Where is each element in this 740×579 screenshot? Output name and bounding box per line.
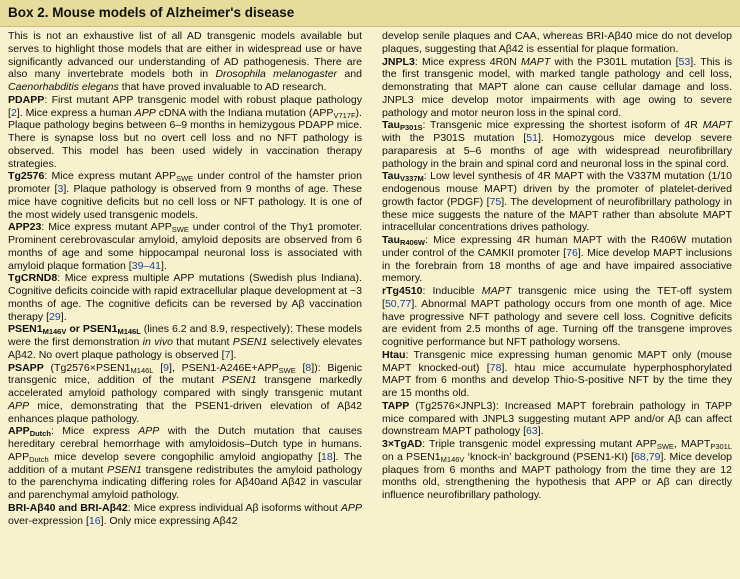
title-bar xyxy=(0,0,740,27)
text-run: 3×TgAD xyxy=(382,438,423,450)
text-run: Dutch xyxy=(29,454,49,464)
text-run: (Tg2576×PSEN1 xyxy=(43,361,131,374)
paragraph xyxy=(8,502,362,528)
text-run: PSEN1 xyxy=(107,463,142,476)
paragraph xyxy=(8,323,362,361)
paragraph xyxy=(8,362,362,426)
text-run: ]): Bigenic transgenic mice, addition of the mutant xyxy=(8,361,362,387)
text-run: : Mice express mutant APP xyxy=(41,221,172,234)
citation-link[interactable]: 50,77 xyxy=(384,297,412,310)
text-run: ]. xyxy=(537,425,544,438)
text-run: with the P301L mutation [ xyxy=(550,55,679,68)
citation-link[interactable]: 8 xyxy=(305,361,312,374)
text-run: mice develop severe congophilic amyloid angiopathy [ xyxy=(48,450,322,463)
text-run: PDAPP xyxy=(8,93,45,106)
paragraph xyxy=(382,119,732,170)
text-run: develop senile plaques and CAA, whereas BRI-Aβ40 mice do not develop plaques, suggesting that Aβ42 is essential for plaque formation. xyxy=(382,30,732,55)
text-run: ]. xyxy=(161,259,167,272)
text-run: ]. Mice express a human xyxy=(16,106,135,119)
text-run: PSEN1 xyxy=(8,323,43,336)
citation-link[interactable]: 7 xyxy=(224,348,231,361)
text-run: in vivo xyxy=(142,336,173,348)
text-run: : Mice express individual Aβ isoforms without xyxy=(127,501,341,514)
citation-link[interactable]: 51 xyxy=(526,132,538,144)
text-run: on a PSEN1 xyxy=(382,450,441,463)
citation-link[interactable]: 68,79 xyxy=(634,450,661,463)
text-run: APP xyxy=(8,425,30,438)
text-run: PSAPP xyxy=(8,361,44,374)
text-run: that mutant xyxy=(172,336,233,348)
text-run: MAPT xyxy=(481,285,512,297)
text-run: ]. Abnormal MAPT pathology occurs from one month of age. Mice have progressive NFT pathology and severe cell loss. Cognitive deficits are evident from 2.5 months of age. Turning off the transgene improves cognitive performance but NFT pathology worsens. xyxy=(382,297,732,348)
text-run: transgene markedly accelerated amyloid pathology compared with singly transgenic mutant xyxy=(8,374,362,399)
text-run: Tg2576 xyxy=(8,170,45,183)
text-run: : Mice express multiple APP mutations (Swedish plus Indiana). Cognitive deficits coincide with rapid extracellular plaque development at ~3 months of age. The cognitive deficits can be reversed by Aβ vaccination therapy [ xyxy=(8,272,362,323)
text-run: or PSEN1 xyxy=(66,323,118,336)
citation-link[interactable]: 9 xyxy=(163,361,170,374)
paragraph xyxy=(8,170,362,221)
text-run: ]. The addition of a mutant xyxy=(8,450,362,476)
text-run: (Tg2576×JNPL3): Increased MAPT forebrain pathology in TAPP mice compared with JNPL3 suggesting mutant APP and/or Aβ can affect downstream MAPT pathology [ xyxy=(382,399,732,438)
text-run: : Inducible xyxy=(422,285,482,297)
text-run: ]. xyxy=(60,310,67,323)
text-run: Dutch xyxy=(29,429,51,439)
right-column xyxy=(382,30,732,502)
paragraph xyxy=(382,170,732,234)
paragraph xyxy=(382,234,732,285)
citation-link[interactable]: 39–41 xyxy=(131,259,162,272)
text-run: Tau xyxy=(382,234,400,246)
text-run: : Mice express 4R0N xyxy=(414,55,521,68)
text-run: with the P301S mutation [ xyxy=(382,132,527,144)
paragraph xyxy=(8,30,362,94)
text-run: MAPT xyxy=(520,55,551,68)
text-run: APP23 xyxy=(8,221,42,234)
citation-link[interactable]: 75 xyxy=(489,195,502,208)
text-run: ]. The development of neurofibrillary pathology in these mice suggests the nature of the MAPT rather than absolute MAPT intracellular concentrations drives pathology. xyxy=(382,195,732,234)
text-run: TAPP xyxy=(382,399,410,412)
paragraph xyxy=(382,285,732,349)
paragraph xyxy=(382,30,732,56)
text-run: P301S xyxy=(399,123,423,133)
citation-link[interactable]: 3 xyxy=(57,183,64,195)
text-run: ]. This is the first transgenic model, with marked tangle pathology and cell loss, demonstrating that MAPT alone can cause cellular damage and loss. JNPL3 mice develop motor impairments with age owing to severe pathology and motor neuron loss in the spinal cord. xyxy=(382,55,733,119)
text-run: SWE xyxy=(278,365,296,375)
text-run: : Transgenic mice expressing human genomic MAPT only (mouse MAPT knocked-out) [ xyxy=(382,348,732,374)
paragraph xyxy=(8,425,362,502)
text-run: rTg4510 xyxy=(382,285,423,297)
text-run: ]. htau mice accumulate hyperphosphorylated MAPT from 6 months and develop Thio-S-positive NFT by the time they are 15 months old. xyxy=(382,361,732,399)
text-run: over-expression [ xyxy=(8,514,89,527)
text-run: : Transgenic mice expressing the shortest isoform of 4R xyxy=(422,119,703,132)
text-run: : First mutant APP transgenic model with robust plaque pathology [ xyxy=(8,93,362,119)
paragraph xyxy=(382,56,732,120)
text-run: Caenorhabditis elegans xyxy=(8,81,119,93)
paragraph xyxy=(382,349,732,400)
text-run: under control of the hamster prion promoter [ xyxy=(8,170,362,195)
text-run: P301L xyxy=(710,442,732,451)
text-run: ]. Homozygous mice develop severe paraparesis at 5–6 months of age with widespread neurofibrillary pathology in the brain and spinal cord and neuronal loss in the spinal cord. xyxy=(382,132,732,170)
citation-link[interactable]: 16 xyxy=(88,514,101,527)
text-run: M146V xyxy=(42,327,67,337)
paragraph xyxy=(8,221,362,272)
text-run: : Mice express mutant APP xyxy=(44,170,177,183)
text-run: M146L xyxy=(117,327,141,337)
text-run: Tau xyxy=(382,170,400,183)
text-run: TgCRND8 xyxy=(8,272,58,285)
text-run: APP xyxy=(134,106,156,119)
text-run: with the Dutch mutation that causes hereditary cerebral hemorrhage with amyloidosis–Dutch type in humans. APP xyxy=(8,425,363,463)
paragraph xyxy=(8,94,362,171)
text-run: ]. Mice develop plaques from 6 months and MAPT pathology from the time they are 12 months old, strengthening the hypothesis that APP or Aβ can directly influence neurofibrillary pathology. xyxy=(382,450,733,501)
text-run: JNPL3 xyxy=(382,55,415,68)
text-run: [ xyxy=(295,361,306,374)
text-run: APP xyxy=(340,501,362,514)
text-run: and xyxy=(337,68,362,81)
text-run: Tau xyxy=(382,119,400,132)
text-run: : Mice expressing 4R human MAPT with the R406W mutation under control of the CAMKII promoter [ xyxy=(382,234,732,259)
paragraph xyxy=(382,438,732,502)
text-run: (lines 6.2 and 8.9, respectively): These models were the first demonstration xyxy=(8,323,362,348)
text-run: ]. Mice develop MAPT inclusions in the forebrain from 18 months of age and have impaired associative memory. xyxy=(382,246,733,285)
text-run: : Low level synthesis of 4R MAPT with the V337M mutation (1/10 endogenous mouse MAPT) driven by the promoter of platelet-derived growth factor (PDGF) [ xyxy=(382,170,732,208)
text-run: that have proved invaluable to AD research. xyxy=(118,81,327,93)
text-run: SWE xyxy=(656,442,674,451)
text-run: V337M xyxy=(399,174,424,184)
text-run: selectively elevates Aβ42. No overt plaque pathology is observed [ xyxy=(8,336,362,361)
citation-link[interactable]: 78 xyxy=(489,361,502,374)
text-run: cDNA with the Indiana mutation (APP xyxy=(155,106,334,119)
text-run: [ xyxy=(153,361,164,374)
text-run: APP xyxy=(138,425,160,438)
text-run: ). Plaque pathology begins between 6–9 months in hemizygous PDAPP mice. There is synapse loss but no overt cell loss and no NFT pathology is observed. This model has been used widely in vaccination therapy strategies. xyxy=(8,106,362,170)
citation-link[interactable]: 2 xyxy=(10,106,17,119)
paragraph xyxy=(8,272,362,323)
text-run: APP xyxy=(8,399,30,412)
text-run: MAPT xyxy=(702,119,732,132)
text-run: ]. Only mice expressing Aβ42 xyxy=(100,514,238,527)
text-run: R406W xyxy=(399,238,425,247)
text-run: Drosophila melanogaster xyxy=(215,68,338,81)
text-run: PSEN1 xyxy=(232,336,268,348)
text-run: ], PSEN1-A246E+APP xyxy=(169,361,279,374)
text-run: M146V xyxy=(440,454,465,464)
text-run: BRI-Aβ40 and BRI-Aβ42 xyxy=(8,501,128,514)
text-run: This is not an exhaustive list of all AD transgenic models available but serves to highlight those models that are either in widespread use or have significantly advanced our understanding of AD pathogenesis. There are also many invertebrate models both in xyxy=(8,30,362,81)
text-run: ]. Plaque pathology is observed from 9 months of age. These mice have cognitive deficits but no cell loss or NFT pathology. It is one of the most widely used transgenic models. xyxy=(8,183,362,221)
text-run: SWE xyxy=(171,225,189,235)
text-run: M146L xyxy=(130,365,154,375)
left-column xyxy=(8,30,362,527)
text-run: SWE xyxy=(176,174,194,184)
citation-link[interactable]: 29 xyxy=(49,310,61,323)
text-run: PSEN1 xyxy=(221,374,257,387)
paragraph xyxy=(382,400,732,438)
text-run: ‘knock-in’ background (PSEN1-KI) [ xyxy=(464,450,635,463)
text-run: transgene redistributes the amyloid pathology to the parenchyma indicating differing roles for Aβ40and Aβ42 in vascular and parenchymal amyloid pathology. xyxy=(8,463,362,501)
box-title: Box 2. Mouse models of Alzheimer's disease xyxy=(8,5,295,20)
citation-link[interactable]: 76 xyxy=(566,246,578,259)
text-run: : Mice express xyxy=(50,425,139,438)
text-run: , MAPT xyxy=(673,438,711,450)
text-run: Htau xyxy=(382,348,406,361)
citation-link[interactable]: 53 xyxy=(678,55,691,68)
citation-link[interactable]: 18 xyxy=(321,450,333,463)
text-run: mice, demonstrating that the PSEN1-driven elevation of Aβ42 enhances plaque pathology. xyxy=(8,399,362,425)
text-run: under control of the Thy1 promoter. Prominent cerebrovascular amyloid, amyloid deposits are observed from 6 months of age and some hippocampal neuronal loss is associated with amyloid plaque formation [ xyxy=(8,221,362,272)
citation-link[interactable]: 63 xyxy=(526,425,538,438)
text-run: ]. xyxy=(230,348,237,361)
text-run: V717F xyxy=(333,110,356,120)
text-run: : Triple transgenic model expressing mutant APP xyxy=(422,438,657,450)
text-run: transgenic mice using the TET-off system [ xyxy=(382,285,733,310)
